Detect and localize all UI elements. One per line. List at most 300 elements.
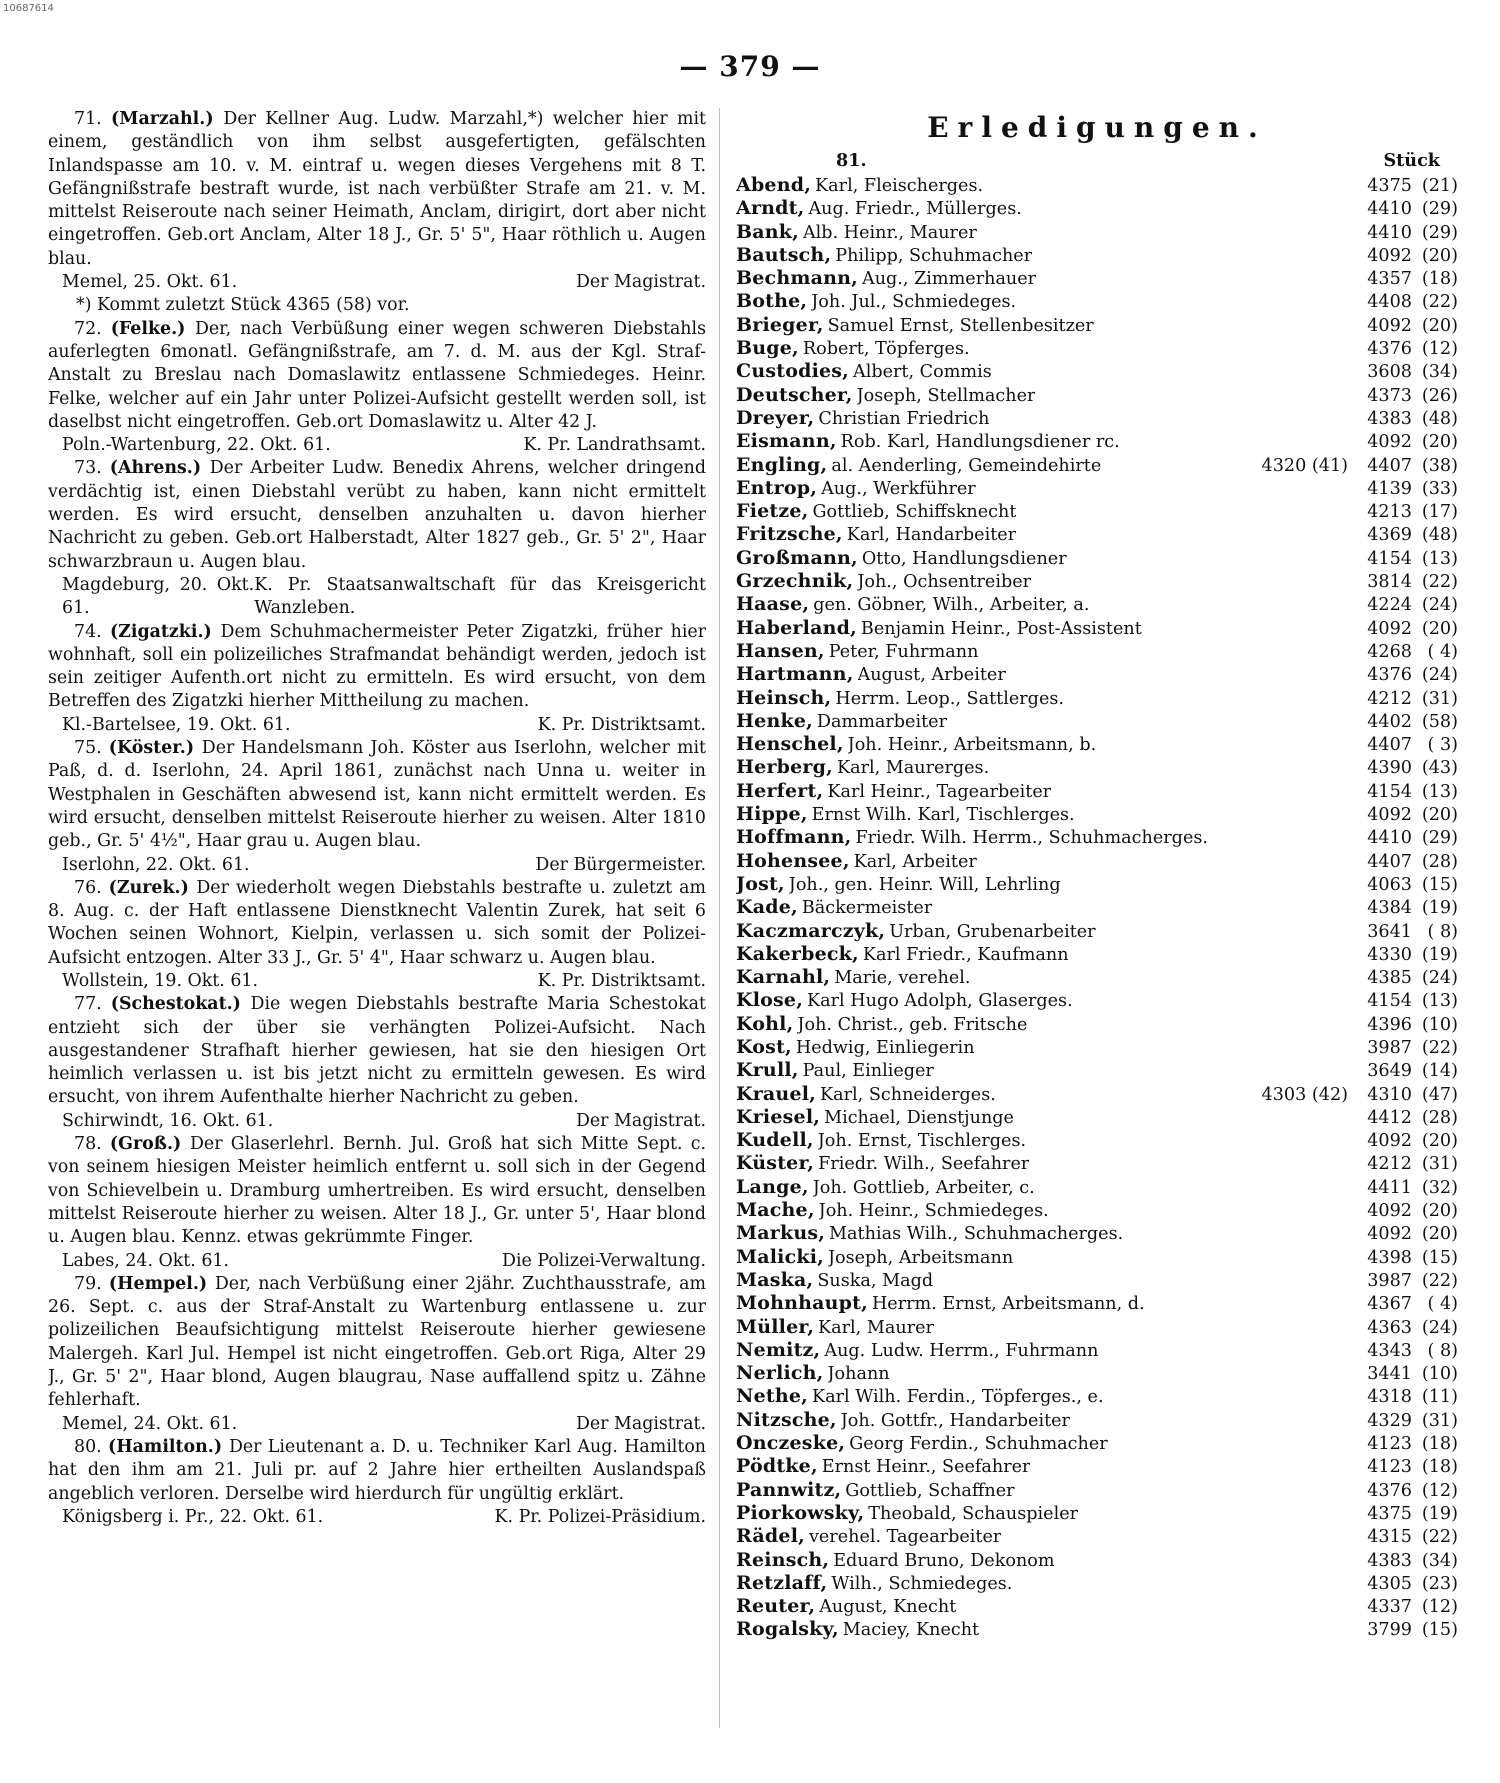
stueck-reference [1360, 1037, 1458, 1060]
stueck-reference [1360, 1293, 1458, 1316]
person-details: Karl, Schneiderges. [819, 1084, 996, 1105]
stueck-reference [1360, 594, 1458, 617]
stueck-number: 4376 [1367, 665, 1412, 686]
stueck-reference [1360, 548, 1458, 571]
stueck-item: (20) [1421, 1224, 1458, 1245]
person-details: Joh., gen. Heinr. Will, Lehrling [788, 874, 1061, 895]
list-item [736, 803, 1458, 826]
stueck-number: 4092 [1367, 1224, 1412, 1245]
list-item [736, 337, 1458, 360]
list-item [736, 174, 1458, 197]
stueck-number: 4329 [1367, 1410, 1412, 1431]
person-details: Philipp, Schuhmacher [835, 245, 1033, 266]
notice-keyword: (Zurek.) [108, 877, 197, 898]
person-surname: Markus, [736, 1222, 826, 1245]
stueck-number: 4407 [1367, 851, 1412, 872]
stueck-item: (20) [1421, 245, 1458, 266]
list-item [736, 1222, 1458, 1245]
notice-place-date: Poln.-Wartenburg, 22. Okt. 61. [62, 435, 331, 456]
stueck-reference [1360, 524, 1458, 547]
stueck-number: 4092 [1367, 245, 1412, 266]
person-details: Peter, Fuhrmann [828, 641, 979, 662]
stueck-reference [1360, 1433, 1458, 1456]
stueck-item: (12) [1421, 1480, 1458, 1501]
person-details: Aug. Ludw. Herrm., Fuhrmann [824, 1340, 1099, 1361]
stueck-item: (28) [1421, 851, 1458, 872]
notice-body: Der Lieutenant a. D. u. Techniker Karl Aug. Hamilton hat den ihm am 21. Juli pr. auf 2 Jahre hier ertheilten Auslandspaß angeblich verloren. Derselbe wird hierdurch für ungültig erklärt. [48, 1436, 706, 1504]
stueck-item: (24) [1421, 595, 1458, 616]
stueck-item: ( 8) [1427, 921, 1458, 942]
stueck-number: 4385 [1367, 968, 1412, 989]
person-surname: Eismann, [736, 430, 837, 453]
stueck-item: (10) [1421, 1364, 1458, 1385]
person-surname: Heinsch, [736, 686, 832, 709]
stueck-number: 4357 [1367, 269, 1412, 290]
stueck-item: (19) [1421, 944, 1458, 965]
stueck-reference [1360, 1503, 1458, 1526]
person-details: Hedwig, Einliegerin [795, 1037, 975, 1058]
list-item [736, 407, 1458, 430]
notice-signature [48, 714, 706, 737]
notice-entry [48, 108, 706, 318]
stueck-item: (20) [1421, 618, 1458, 639]
list-item [736, 1106, 1458, 1129]
notice-entry [48, 1436, 706, 1529]
stueck-reference [1360, 1456, 1458, 1479]
person-details: Joseph, Arbeitsmann [827, 1247, 1014, 1268]
stueck-number: 4375 [1367, 1503, 1412, 1524]
person-surname: Custodies, [736, 360, 849, 383]
stueck-reference [1360, 1596, 1458, 1619]
stueck-reference [1360, 408, 1458, 431]
list-item [736, 1502, 1458, 1525]
person-surname: Jost, [736, 872, 785, 895]
notice-number: 78. [74, 1134, 110, 1155]
person-surname: Kaczmarczyk, [736, 919, 886, 942]
person-details: al. Aenderling, Gemeindehirte [831, 455, 1102, 476]
stueck-number: 4092 [1367, 315, 1412, 336]
stueck-item: (19) [1421, 1503, 1458, 1524]
stueck-reference [1360, 874, 1458, 897]
notice-entry [48, 737, 706, 877]
list-item [736, 477, 1458, 500]
notice-number: 71. [74, 109, 111, 129]
person-details: Joh. Christ., geb. Fritsche [797, 1014, 1028, 1035]
person-surname: Müller, [736, 1315, 815, 1338]
notice-number: 79. [74, 1273, 109, 1294]
person-details: Urban, Grubenarbeiter [889, 921, 1096, 942]
notice-keyword: (Ahrens.) [109, 458, 210, 479]
stueck-reference [1360, 1340, 1458, 1363]
stueck-item: (28) [1421, 1107, 1458, 1128]
person-details: Herrm. Leop., Sattlerges. [835, 688, 1064, 709]
notice-authority: Der Magistrat. [575, 1413, 706, 1434]
stueck-reference [1360, 571, 1458, 594]
list-item [736, 1246, 1458, 1269]
stueck-item: (20) [1421, 432, 1458, 453]
list-item [736, 1572, 1458, 1595]
list-item [736, 430, 1458, 453]
list-item [736, 780, 1458, 803]
stueck-reference [1360, 385, 1458, 408]
person-details: Alb. Heinr., Maurer [802, 222, 977, 243]
stueck-item: (33) [1421, 478, 1458, 499]
list-item [736, 314, 1458, 337]
stueck-number: 4092 [1367, 1131, 1412, 1152]
stueck-reference [1360, 921, 1458, 944]
stueck-reference [1360, 827, 1458, 850]
list-item [736, 1013, 1458, 1036]
stueck-item: (14) [1421, 1061, 1458, 1082]
list-item [736, 826, 1458, 849]
stueck-reference [1360, 431, 1458, 454]
stueck-reference [1360, 501, 1458, 524]
person-surname: Hartmann, [736, 663, 854, 686]
person-surname: Herberg, [736, 756, 833, 779]
list-item [736, 756, 1458, 779]
stueck-item: (22) [1421, 572, 1458, 593]
notice-entry [48, 877, 706, 993]
list-item [736, 1316, 1458, 1339]
person-details: Karl, Maurer [818, 1317, 934, 1338]
notice-number: 73. [74, 458, 110, 479]
person-details: Michael, Dienstjunge [824, 1107, 1014, 1128]
notice-keyword: (Köster.) [108, 738, 202, 759]
list-item [736, 1409, 1458, 1432]
list-number: 81. [836, 150, 867, 171]
person-surname: Nemitz, [736, 1338, 821, 1361]
list-item [736, 1129, 1458, 1152]
stueck-reference [1360, 1177, 1458, 1200]
stueck-reference [1360, 851, 1458, 874]
list-item [736, 1152, 1458, 1175]
stueck-number: 4092 [1367, 805, 1412, 826]
stueck-reference [1360, 990, 1458, 1013]
person-surname: Großmann, [736, 546, 858, 569]
stueck-item: (12) [1421, 339, 1458, 360]
person-details: Eduard Bruno, Dekonom [833, 1550, 1055, 1571]
person-details: Ernst Heinr., Seefahrer [821, 1457, 1031, 1478]
person-details: Karl, Arbeiter [853, 851, 977, 872]
list-header [736, 148, 1458, 174]
stueck-item: (34) [1421, 1550, 1458, 1571]
person-surname: Bechmann, [736, 267, 858, 290]
stueck-item: (12) [1421, 1597, 1458, 1618]
person-details: verehel. Tagearbeiter [808, 1527, 1002, 1548]
person-surname: Krull, [736, 1059, 799, 1082]
stueck-item: ( 4) [1427, 1294, 1458, 1315]
stueck-reference [1360, 478, 1458, 501]
notice-signature [48, 574, 706, 621]
stueck-item: (29) [1421, 199, 1458, 220]
notice-keyword: (Zigatzki.) [109, 621, 221, 642]
stueck-reference [1360, 1270, 1458, 1293]
list-item [736, 663, 1458, 686]
stueck-reference [1360, 1153, 1458, 1176]
stueck-number: 4123 [1367, 1457, 1412, 1478]
person-surname: Pannwitz, [736, 1478, 842, 1501]
notice-footnote: *) Kommt zuletzt Stück 4365 (58) vor. [76, 295, 410, 316]
notice-entry [48, 457, 706, 620]
stueck-number: 4367 [1367, 1294, 1412, 1315]
stueck-item: ( 3) [1427, 735, 1458, 756]
notice-body: Der Glaserlehrl. Bernh. Jul. Groß hat sich Mitte Sept. c. von seinem hiesigen Meister heimlich entfernt u. soll sich in der Gegend von Schievelbein u. Dramburg umhertreiben. Es wird ersucht, denselben mittelst Reiseroute hierher zu weisen. Alter 18 J., Gr. unter 5', Haar blond u. Augen blau. Kennz. etwas gekrümmte Finger. [48, 1134, 706, 1248]
stueck-reference [1360, 291, 1458, 314]
stueck-reference [1360, 1386, 1458, 1409]
stueck-item: (24) [1421, 1317, 1458, 1338]
list-item [736, 1036, 1458, 1059]
person-surname: Bautsch, [736, 243, 832, 266]
stueck-number: 4318 [1367, 1387, 1412, 1408]
stueck-number: 4411 [1367, 1177, 1412, 1198]
person-details: Aug., Werkführer [821, 478, 976, 499]
person-details: Maciey, Knecht [842, 1620, 980, 1641]
notice-signature [48, 970, 706, 993]
list-item [736, 267, 1458, 290]
person-surname: Bothe, [736, 290, 808, 313]
stueck-item: (20) [1421, 1131, 1458, 1152]
list-item [736, 733, 1458, 756]
person-surname: Rädel, [736, 1525, 805, 1548]
notice-authority: K. Pr. Distriktsamt. [537, 970, 706, 991]
stueck-reference [1360, 734, 1458, 757]
list-item [736, 1525, 1458, 1548]
person-surname: Henke, [736, 709, 813, 732]
stueck-reference [1360, 222, 1458, 245]
person-details: Joh. Gottfr., Handarbeiter [840, 1410, 1070, 1431]
person-surname: Mohnhaupt, [736, 1292, 868, 1315]
stueck-reference [1360, 1619, 1458, 1642]
person-surname: Kost, [736, 1035, 792, 1058]
person-surname: Rogalsky, [736, 1618, 839, 1641]
person-surname: Deutscher, [736, 383, 853, 406]
notice-entry [48, 318, 706, 458]
stueck-reference [1360, 1480, 1458, 1503]
stueck-number: 4410 [1367, 199, 1412, 220]
stueck-number: 4305 [1367, 1573, 1412, 1594]
stueck-number: 3799 [1367, 1620, 1412, 1641]
notice-place-date: Magdeburg, 20. Okt. 61. [62, 574, 255, 619]
stueck-number: 4407 [1367, 455, 1412, 476]
notice-number: 76. [74, 877, 109, 898]
stueck-reference [1360, 664, 1458, 687]
person-surname: Arndt, [736, 197, 805, 220]
stueck-number: 4373 [1367, 385, 1412, 406]
list-item [736, 1059, 1458, 1082]
stueck-number: 3814 [1367, 572, 1412, 593]
notice-keyword: (Schestokat.) [110, 994, 251, 1015]
stueck-number: 4398 [1367, 1247, 1412, 1268]
stueck-item: (15) [1421, 1620, 1458, 1641]
stueck-number: 4092 [1367, 1201, 1412, 1222]
person-details: Aug. Friedr., Müllerges. [808, 199, 1022, 220]
stueck-item: (24) [1421, 665, 1458, 686]
person-surname: Maska, [736, 1268, 814, 1291]
list-item [736, 989, 1458, 1012]
notice-text [48, 457, 706, 573]
stueck-number: 4383 [1367, 408, 1412, 429]
stueck-item: (32) [1421, 1177, 1458, 1198]
list-item [736, 221, 1458, 244]
list-item [736, 687, 1458, 710]
list-item [736, 1385, 1458, 1408]
stueck-reference [1360, 1014, 1458, 1037]
stueck-number: 4212 [1367, 688, 1412, 709]
list-item [736, 384, 1458, 407]
person-details: Marie, verehel. [834, 968, 971, 989]
stueck-reference [1360, 245, 1458, 268]
stueck-number: 4063 [1367, 874, 1412, 895]
list-item [736, 873, 1458, 896]
person-details: Rob. Karl, Handlungsdiener rc. [840, 432, 1120, 453]
stueck-reference [1360, 315, 1458, 338]
stueck-item: (15) [1421, 1247, 1458, 1268]
list-item [736, 1618, 1458, 1641]
stueck-number: 4410 [1367, 222, 1412, 243]
person-surname: Kudell, [736, 1129, 814, 1152]
person-surname: Reuter, [736, 1595, 816, 1618]
stueck-reference [1360, 361, 1458, 384]
person-details: August, Arbeiter [857, 665, 1006, 686]
person-surname: Nerlich, [736, 1362, 824, 1385]
person-details: Suska, Magd [817, 1270, 934, 1291]
notice-place-date: Labes, 24. Okt. 61. [62, 1250, 230, 1271]
page-number: — 379 — [679, 50, 821, 83]
notice-entry [48, 621, 706, 737]
notice-number: 80. [74, 1436, 108, 1457]
stueck-number: 4376 [1367, 339, 1412, 360]
stueck-number: 4123 [1367, 1434, 1412, 1455]
notice-entry [48, 993, 706, 1133]
stueck-item: (31) [1421, 1410, 1458, 1431]
person-details: Karl Hugo Adolph, Glaserges. [807, 991, 1073, 1012]
column-divider [719, 108, 720, 1728]
notice-signature [48, 271, 706, 294]
stueck-reference [1360, 1130, 1458, 1153]
person-surname: Fritzsche, [736, 523, 843, 546]
earlier-reference: 4303 (42) [1261, 1084, 1348, 1105]
list-item [736, 710, 1458, 733]
notice-number: 77. [74, 994, 111, 1015]
notice-authority: Die Polizei-Verwaltung. [502, 1250, 706, 1271]
notice-body: Der Arbeiter Ludw. Benedix Ahrens, welcher dringend verdächtig ist, einen Diebstahl verübt zu haben, kann nicht ermittelt werden. Es wird ersucht, denselben anzuhalten u. davon hierher Nachricht zu geben. Geb.ort Halberstadt, Alter 1827 geb., Gr. 5' 2", Haar schwarzbraun u. Augen blau. [48, 458, 706, 572]
stueck-item: (22) [1421, 292, 1458, 313]
person-details: Albert, Commis [853, 362, 992, 383]
notice-number: 74. [74, 621, 110, 642]
list-item [736, 570, 1458, 593]
stueck-item: (20) [1421, 805, 1458, 826]
stueck-number: 4383 [1367, 1550, 1412, 1571]
stueck-number: 3649 [1367, 1061, 1412, 1082]
notice-place-date: Wollstein, 19. Okt. 61. [62, 970, 258, 991]
stueck-item: (47) [1421, 1084, 1458, 1105]
person-details: Samuel Ernst, Stellenbesitzer [827, 315, 1094, 336]
person-details: Karl, Maurerges. [836, 758, 990, 779]
stueck-number: 3608 [1367, 362, 1412, 383]
notice-text [48, 993, 706, 1109]
stueck-reference [1360, 198, 1458, 221]
stueck-reference [1360, 944, 1458, 967]
list-item [736, 523, 1458, 546]
list-item [736, 593, 1458, 616]
person-surname: Hohensee, [736, 849, 850, 872]
person-surname: Lange, [736, 1175, 809, 1198]
list-item [736, 1362, 1458, 1385]
stueck-reference [1360, 897, 1458, 920]
stueck-number: 4376 [1367, 1480, 1412, 1501]
stueck-number: 4224 [1367, 595, 1412, 616]
stueck-number: 3641 [1367, 921, 1412, 942]
stueck-reference [1360, 781, 1458, 804]
list-item [736, 1176, 1458, 1199]
stueck-number: 4384 [1367, 898, 1412, 919]
list-item [736, 197, 1458, 220]
notice-number: 75. [74, 738, 109, 759]
person-surname: Abend, [736, 174, 812, 196]
person-details: Paul, Einlieger [802, 1061, 934, 1082]
person-details: Friedr. Wilh. Herrm., Schuhmacherges. [855, 828, 1208, 849]
person-details: Joh. Ernst, Tischlerges. [817, 1131, 1027, 1152]
person-details: Herrm. Ernst, Arbeitsmann, d. [871, 1294, 1145, 1315]
person-surname: Klose, [736, 989, 804, 1012]
stueck-reference [1360, 268, 1458, 291]
person-details: Christian Friedrich [818, 408, 990, 429]
stueck-number: 4212 [1367, 1154, 1412, 1175]
stueck-reference [1360, 711, 1458, 734]
notice-keyword: (Hamilton.) [107, 1436, 229, 1457]
stueck-reference [1360, 757, 1458, 780]
person-details: Ernst Wilh. Karl, Tischlerges. [811, 805, 1075, 826]
person-details: August, Knecht [819, 1597, 957, 1618]
notice-authority: Der Bürgermeister. [535, 854, 706, 875]
stueck-number: 4375 [1367, 176, 1412, 196]
list-item [736, 1083, 1458, 1106]
notice-place-date: Memel, 24. Okt. 61. [62, 1413, 238, 1434]
person-details: Gottlieb, Schaffner [845, 1480, 1015, 1501]
notice-body: Die wegen Diebstahls bestrafte Maria Schestokat entzieht sich der über sie verhängten Polizei-Aufsicht. Nach ausgestandener Strafhaft hierher gewiesen, hat sie den hiesigen Ort heimlich verlassen u. ist bis jetzt nicht zu ermitteln gewesen. Es wird ersucht, von ihrem Aufenthalte hierher Nachricht zu geben. [48, 994, 706, 1108]
erledigungen-list [736, 174, 1458, 1642]
stueck-reference [1360, 338, 1458, 361]
person-surname: Kohl, [736, 1012, 794, 1035]
stueck-number: 4408 [1367, 292, 1412, 313]
person-surname: Kade, [736, 896, 798, 919]
stueck-number: 4213 [1367, 502, 1412, 523]
stueck-number: 4330 [1367, 944, 1412, 965]
scan-id-label: 10687614 [3, 3, 54, 14]
stueck-item: (18) [1421, 1434, 1458, 1455]
stueck-number: 4363 [1367, 1317, 1412, 1338]
stueck-reference [1360, 1223, 1458, 1246]
stueck-number: 4412 [1367, 1107, 1412, 1128]
person-details: Karl, Handarbeiter [846, 525, 1017, 546]
person-details: Robert, Töpferges. [802, 339, 970, 360]
stueck-item: (15) [1421, 874, 1458, 895]
stueck-number: 4092 [1367, 618, 1412, 639]
stueck-reference [1360, 1247, 1458, 1270]
person-surname: Piorkowsky, [736, 1501, 865, 1524]
stueck-number: 4268 [1367, 641, 1412, 662]
list-item [736, 850, 1458, 873]
stueck-item: (19) [1421, 898, 1458, 919]
list-item [736, 454, 1458, 477]
stueck-reference [1360, 455, 1458, 478]
stueck-item: (10) [1421, 1014, 1458, 1035]
notice-text [48, 621, 706, 714]
notice-place-date: Memel, 25. Okt. 61. [62, 272, 238, 293]
list-item [736, 1339, 1458, 1362]
person-surname: Buge, [736, 337, 799, 360]
person-surname: Dreyer, [736, 406, 815, 429]
